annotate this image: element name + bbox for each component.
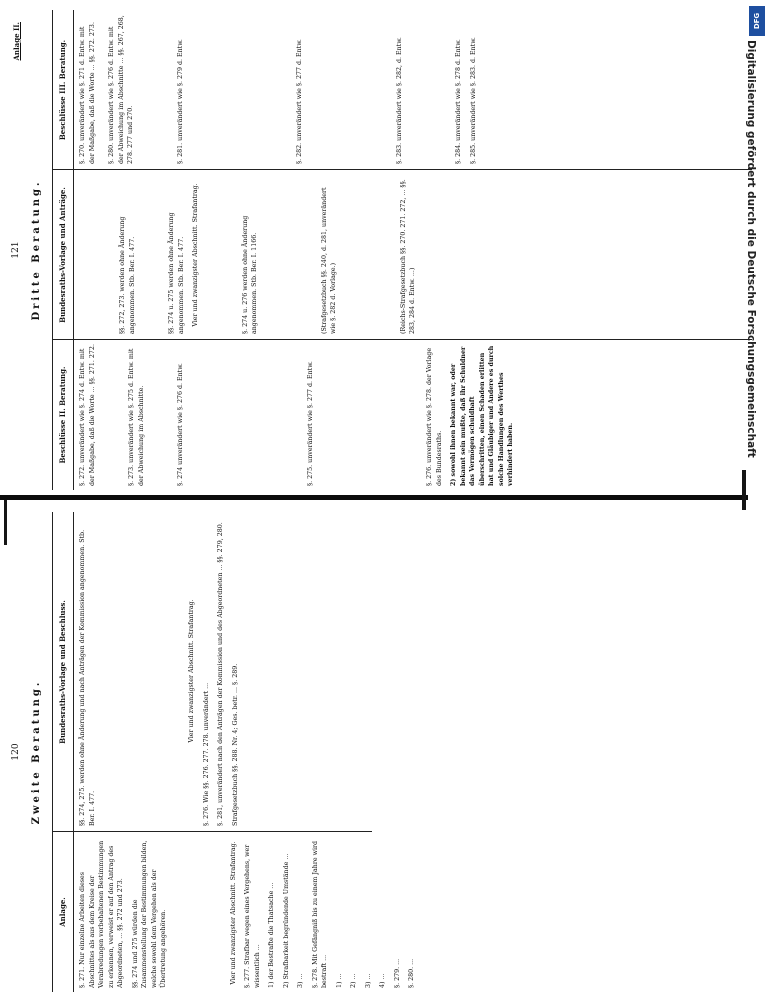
- paragraph: §. 285. unverändert wie §. 283. d. Entw.: [469, 37, 477, 164]
- paragraph: (Reichs-Strafgesetzbuch §§. 270. 271. 272, ... §§. 283, 284 d. Entw. ...): [399, 179, 416, 334]
- page-120: [8, 512, 746, 992]
- section-heading: Vier und zwanzigster Abschnitt. Strafantrag.: [192, 183, 199, 327]
- column-header-beschluesse-ii: Beschlüsse II. Beratung.: [58, 366, 68, 464]
- list-item: 3) ...: [364, 973, 372, 988]
- paragraph: §§. 274 u. 275 werden ohne Änderung angenommen. Stb. Ber. I. 477.: [168, 212, 185, 334]
- column-beschluesse-ii: [78, 344, 521, 486]
- paragraph: §. 281. unverändert wie §. 279 d. Entw.: [176, 39, 184, 164]
- list-item: 3) ...: [297, 973, 304, 988]
- page-title: Dritte Beratung.: [31, 179, 42, 321]
- column-header-row: [52, 10, 74, 490]
- column-beschluesse-iii: [78, 14, 483, 164]
- paragraph: §. 276. Wie §§. 276. 277. 278. unverändert ...: [202, 682, 210, 826]
- funding-watermark: Digitalisierung gefördert durch die Deutsche Forschungsgemeinschaft: [745, 40, 757, 458]
- section-heading: Vier und zwanzigster Abschnitt. Strafantrag.: [229, 841, 237, 985]
- paragraph: Strafgesetzbuch §§. 288. Nr. 4; Ges. betr. ... §. 289.: [231, 663, 239, 826]
- paragraph: §. 281, unverändert nach den Anträgen der Kommission und des Abgeordneten ... §§. 279, 280.: [217, 522, 224, 826]
- column-divider: [52, 339, 752, 340]
- margin-mark: [742, 470, 746, 510]
- page-121: [8, 10, 746, 490]
- column-header-bundesrath: Bundesraths-Vorlage und Beschluss.: [58, 600, 68, 744]
- paragraph: §. 270. unverändert wie §. 271 d. Entw. mit der Maßgabe, daß die Worte ... §§. 272. 273.: [79, 22, 96, 164]
- list-item: 4) ...: [379, 973, 386, 988]
- list-item: 2) ...: [350, 973, 357, 988]
- list-item: 1) der Bestrafte die Thatsache ...: [268, 882, 275, 988]
- paragraph: (Strafgesetzbuch §§. 240, d. 281, unverändert wie §. 282 d. Vorlage.): [320, 187, 337, 334]
- paragraph: §. 278. Mit Gefängniß bis zu einem Jahre wird bestraft ...: [311, 840, 328, 988]
- paragraph: §. 282. unverändert wie §. 277 d. Entw.: [296, 39, 303, 164]
- paragraph: §. 272. unverändert wie §. 274 d. Entw. mit der Maßgabe, daß die Worte ... §§. 271. 272.: [79, 344, 96, 486]
- page-title: Zweite Beratung.: [31, 679, 42, 825]
- paragraph: §. 275. unverändert wie §. 277 d. Entw.: [306, 361, 314, 486]
- paragraph: §. 273. unverändert wie §. 275 d. Entw. mit der Abweichung im Abschnitte.: [128, 348, 145, 486]
- paragraph: §§. 274 und 275 würden die Zusammenstellung der Bestimmungen bilden, welche sowohl dem Vergehen als der Übertretung angehören.: [131, 840, 167, 988]
- column-divider: [52, 169, 752, 170]
- paragraph: §. 280. ...: [408, 958, 415, 988]
- column-divider: [52, 831, 372, 832]
- list-item: 2) Strafbarkeit begründende Umstände ...: [282, 853, 290, 988]
- dfg-logo: DFG: [749, 6, 765, 36]
- paragraph: §§. 274, 275. werden ohne Änderung und nach Anträgen der Kommission angenommen. Stb. Ber. I. 477.: [79, 529, 96, 826]
- paragraph: §. 271. Nur einzelne Arbeiten dieses Abschnittes als aus dem Kreise der Verabredungen vorbehaltenen Bestimmungen zu erkennen, verweist er auf den Antrag des Abgeordneten, ... §§. 272 und 273.: [79, 840, 124, 988]
- list-item: 1) ...: [335, 973, 343, 988]
- paragraph: §. 284. unverändert wie §. 278 d. Entw.: [455, 39, 462, 164]
- page-number: 121: [11, 241, 21, 259]
- book-gutter: [0, 495, 748, 500]
- paragraph: §§. 272, 273. werden ohne Änderung angenommen. Stb. Ber. I. 477.: [119, 216, 136, 334]
- column-header-row: [52, 512, 74, 992]
- column-header-vorlage: Bundesraths-Vorlage und Anträge.: [58, 187, 68, 323]
- paragraph: §. 274 u. 276 werden ohne Änderung angenommen. Stb. Ber. I. 1166.: [241, 215, 258, 334]
- paragraph: §. 274 unverändert wie §. 276 d. Entw.: [177, 363, 184, 486]
- annex-label: Anlage II.: [12, 22, 21, 61]
- column-bundesrath: [78, 516, 245, 826]
- column-anlage: [78, 838, 422, 988]
- paragraph: §. 277. Strafbar wegen eines Vergehens, wer wissentlich ...: [244, 844, 261, 988]
- paragraph: §. 279. ...: [393, 958, 401, 988]
- margin-mark: [4, 500, 7, 545]
- section-heading: Vier und zwanzigster Abschnitt. Strafantrag.: [188, 599, 195, 743]
- paragraph: §. 283. unverändert wie §. 282, d. Entw.: [395, 37, 403, 164]
- paragraph-emphasised: 2) sowohl ihnen bekannt war, oder bekannt sein mußte, daß ihr Schuldner das Vermögen schuldhaft überschritten, einen Schaden erlitten hat und Gläubiger und Andere es durch solche Handlungen des Werthes verhindert haben.: [450, 345, 514, 486]
- page-number: 120: [11, 743, 21, 761]
- column-vorlage: [78, 176, 423, 334]
- paragraph: §. 280. unverändert wie §. 276 d. Entw. mit der Abweichung im Abschnitte ... §§. 267, 268, 278. 277 und 270.: [108, 15, 134, 164]
- column-header-beschluesse-iii: Beschlüsse III. Beratung.: [58, 39, 68, 141]
- paragraph: §. 276. unverändert wie §. 278. der Vorlage des Bundesraths.: [426, 347, 443, 486]
- column-header-anlage: Anlage.: [58, 897, 68, 927]
